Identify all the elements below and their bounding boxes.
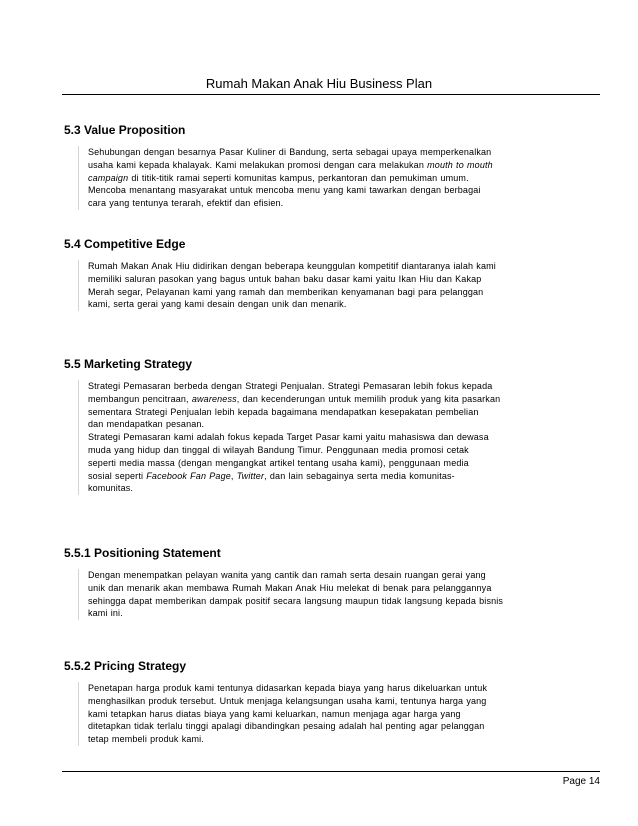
section-heading: 5.4 Competitive Edge — [64, 237, 186, 251]
body-paragraph — [88, 380, 604, 495]
body-line: tetap membeli produk kami. — [88, 734, 204, 745]
section-heading: 5.5 Marketing Strategy — [64, 357, 193, 371]
italic-term: mouth to mouth — [427, 159, 493, 170]
body-line: Mencoba menantang masyarakat untuk mencoba menu yang kami tawarkan dengan berbagai — [88, 185, 481, 196]
body-paragraph — [88, 260, 604, 311]
body-line: memiliki saluran pasokan yang bagus untuk bahan baku dasar kami yaitu Ikan Hiu dan Kakap — [88, 273, 482, 284]
footer-divider — [62, 771, 600, 772]
section-body — [78, 569, 604, 620]
italic-term: Facebook Fan Page — [146, 470, 231, 481]
italic-term: Twitter — [236, 470, 265, 481]
section-body — [78, 260, 604, 311]
section-heading: 5.5.1 Positioning Statement — [64, 546, 221, 560]
italic-term: awareness — [191, 393, 237, 404]
body-line: membangun pencitraan, awareness, dan kecenderungan untuk memilih produk yang kita pasarkan — [88, 393, 501, 404]
body-line: Penetapan harga produk kami tentunya didasarkan kepada biaya yang harus dikeluarkan untuk — [88, 683, 488, 693]
section-marketing-strategy — [64, 356, 604, 495]
section-competitive-edge — [64, 236, 604, 311]
section-body — [78, 682, 604, 746]
section-heading: 5.5.2 Pricing Strategy — [64, 659, 187, 673]
italic-term: campaign — [88, 172, 129, 183]
body-line: Dengan menempatkan pelayan wanita yang cantik dan ramah serta desain ruangan gerai yang — [88, 570, 486, 580]
body-line: sehingga dapat memberikan dampak positif secara langsung maupun tidak langsung kepada bisnis — [88, 595, 504, 606]
header-title: Rumah Makan Anak Hiu Business Plan — [205, 76, 433, 91]
body-paragraph — [88, 682, 604, 746]
body-line: dan mendapatkan pesanan. — [88, 419, 205, 430]
section-value-proposition — [64, 122, 604, 210]
body-line: sosial seperti Facebook Fan Page, Twitter, dan lain sebagainya serta media komunitas- — [88, 470, 455, 481]
body-line: kami, serta gerai yang kami desain dengan unik dan menarik. — [88, 299, 347, 310]
page-number: Page 14 — [562, 776, 600, 787]
body-line: komunitas. — [88, 483, 134, 494]
section-pricing-strategy — [64, 658, 604, 746]
body-line: cara yang tentunya terarah, efektif dan efisien. — [88, 198, 284, 209]
body-line: Strategi Pemasaran berbeda dengan Strategi Penjualan. Strategi Pemasaran lebih fokus kepada — [88, 381, 493, 391]
body-line: Strategi Pemasaran kami adalah fokus kepada Target Pasar kami yaitu mahasiswa dan dewasa — [88, 432, 489, 443]
body-paragraph — [88, 146, 604, 210]
body-line: Rumah Makan Anak Hiu didirikan dengan beberapa keunggulan kompetitif diantaranya ialah kami — [88, 261, 496, 271]
body-line: Merah segar, Pelayanan kami yang ramah dan memberikan kenyamanan bagi para pelanggan — [88, 286, 484, 297]
body-line: seperti media massa (dengan mengangkat artikel tentang usaha kami), penggunaan media — [88, 457, 469, 468]
body-line: usaha kami kepada khalayak. Kami melakukan promosi dengan cara melakukan mouth to mouth — [88, 159, 493, 170]
body-paragraph — [88, 569, 604, 620]
body-line: sementara Strategi Penjualan lebih kepada bagaimana mendapatkan kesepakatan pembelian — [88, 406, 479, 417]
body-line: ditetapkan tidak terlalu tinggi apalagi dibandingkan pesaing adalah hal penting agar pelanggan — [88, 721, 485, 732]
body-line: muda yang hidup dan tinggal di wilayah Bandung Timur. Penggunaan media promosi cetak — [88, 444, 469, 455]
body-line: menghasilkan produk tersebut. Untuk menjaga kelangsungan usaha kami, tentunya harga yang — [88, 695, 487, 706]
body-line: unik dan menarik akan membawa Rumah Makan Anak Hiu melekat di benak para pelanggannya — [88, 582, 492, 593]
section-body — [78, 380, 604, 495]
body-line: campaign di titik-titik ramai seperti komunitas kampus, perkantoran dan pemukiman umum. — [88, 172, 469, 183]
section-body — [78, 146, 604, 210]
body-line: Sehubungan dengan besarnya Pasar Kuliner di Bandung, serta sebagai upaya memperkenalkan — [88, 147, 492, 157]
section-heading: 5.3 Value Proposition — [64, 123, 186, 137]
body-line: kami ini. — [88, 608, 123, 619]
body-line: kami tetapkan harus diatas biaya yang kami keluarkan, namun menjaga agar harga yang — [88, 708, 461, 719]
section-positioning-statement — [64, 545, 604, 620]
header-divider — [62, 94, 600, 95]
